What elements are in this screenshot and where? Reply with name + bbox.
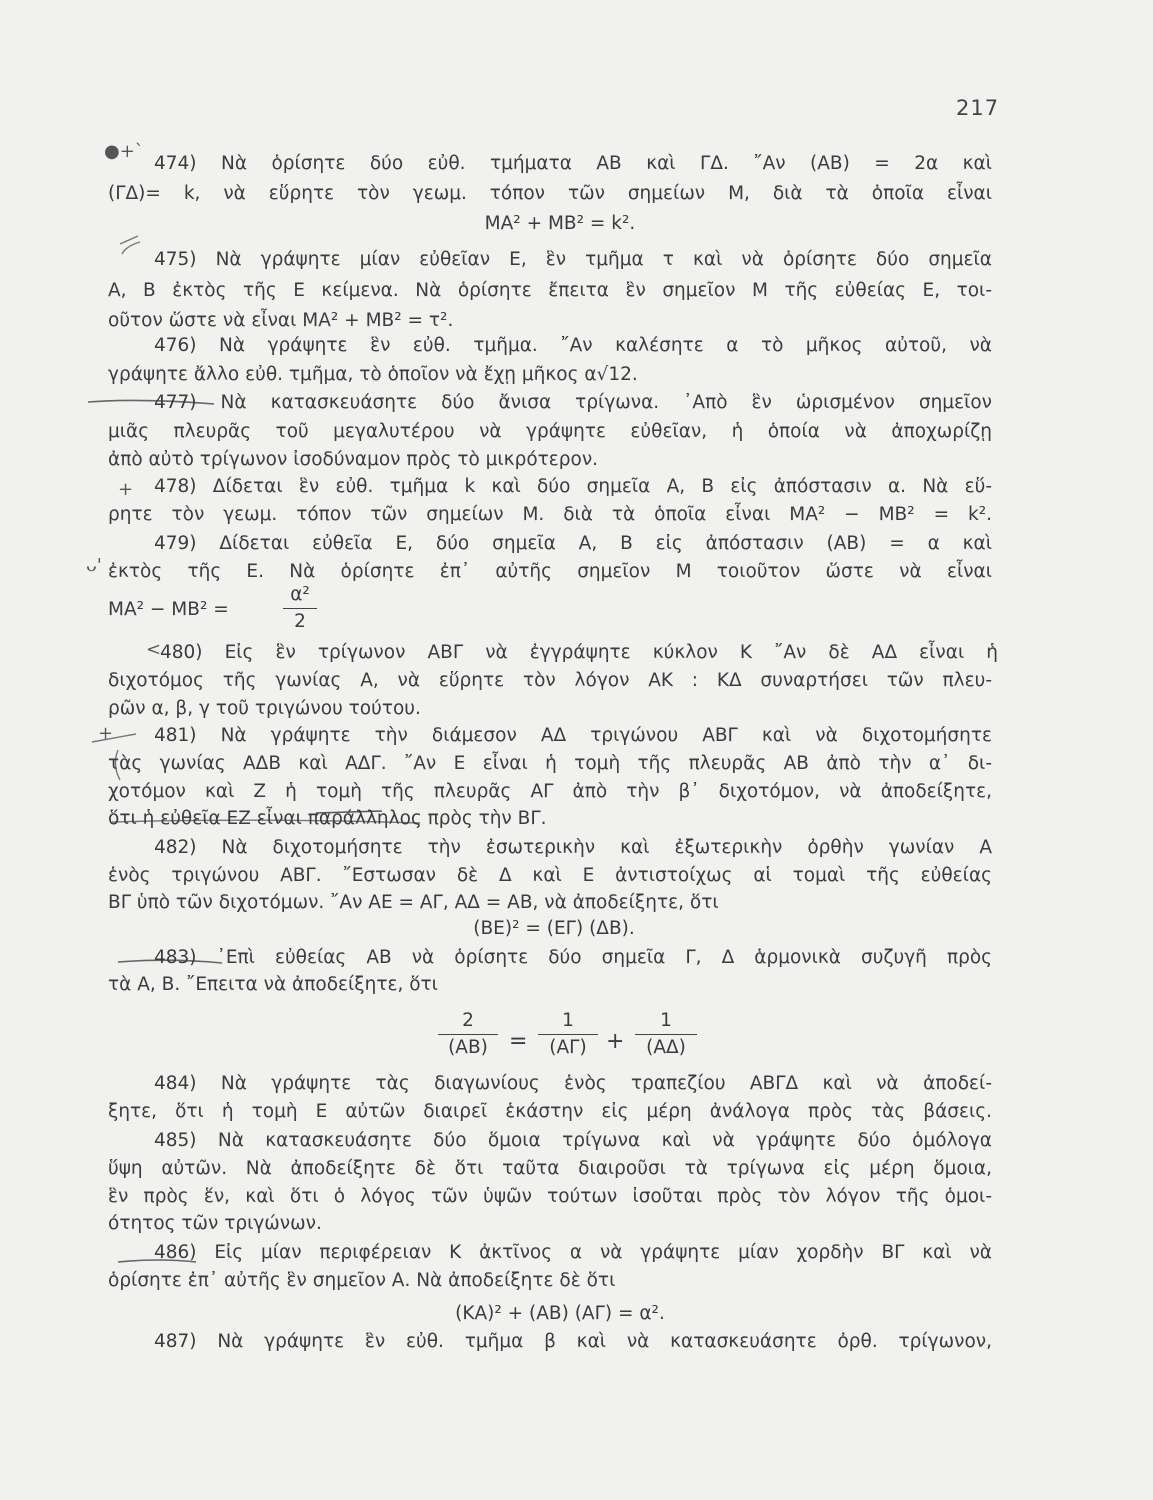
text-line: ΒΓ ὑπὸ τῶν διχοτόμων. ῎Αν ΑΕ = ΑΓ, ΑΔ = ΑΒ, νὰ ἀποδείξητε, ὅτι <box>108 892 719 913</box>
text-line: 483) ᾽Επὶ εὐθείας ΑΒ νὰ ὁρίσητε δύο σημεῖα Γ, Δ ἁρμονικὰ συζυγῆ πρὸς <box>154 947 992 968</box>
text-line: 484) Νὰ γράψητε τὰς διαγωνίους ἑνὸς τραπεζίου ΑΒΓΔ καὶ νὰ ἀποδεί- <box>154 1073 992 1094</box>
text-line: ὕψη αὐτῶν. Νὰ ἀποδείξητε δὲ ὅτι ταῦτα διαιροῦσι τὰ τρίγωνα εἰς μέρη ὅμοια, <box>108 1158 992 1179</box>
fraction-1-over-AG <box>538 1010 598 1059</box>
equation: ΜΑ² + ΜΒ² = k². <box>484 213 636 234</box>
text-line: Α, Β ἐκτὸς τῆς Ε κείμενα. Νὰ ὁρίσητε ἔπειτα ἓν σημεῖον Μ τῆς εὐθείας Ε, τοι- <box>108 280 992 301</box>
margin-note-480: < <box>146 639 162 660</box>
text-line: ὁρίσητε ἐπ᾽ αὐτῆς ἓν σημεῖον Α. Νὰ ἀποδείξητε δὲ ὅτι <box>108 1270 616 1291</box>
margin-note-478: + <box>118 479 134 500</box>
margin-note-481: + <box>98 723 114 744</box>
margin-note-479: ᴗ' <box>86 555 102 576</box>
fraction-denominator: 2 <box>294 611 306 632</box>
fraction-1-over-AD <box>635 1010 697 1059</box>
text-line: διχοτόμος τῆς γωνίας Α, νὰ εὕρητε τὸν λόγον ΑΚ : ΚΔ συναρτήσει τῶν πλευ- <box>108 670 992 691</box>
fraction-denominator: (ΑΓ) <box>549 1037 587 1058</box>
text-line: 478) Δίδεται ἓν εὐθ. τμῆμα k καὶ δύο σημεῖα Α, Β εἰς ἀπόστασιν α. Νὰ εὕ- <box>154 476 992 497</box>
text-line: ξητε, ὅτι ἡ τομὴ Ε αὐτῶν διαιρεῖ ἑκάστην εἰς μέρη ἀνάλογα πρὸς τὰς βάσεις. <box>108 1101 992 1122</box>
equation-left: ΜΑ² − ΜΒ² = <box>108 599 229 620</box>
text-line: μιᾶς πλευρᾶς τοῦ μεγαλυτέρου νὰ γράψητε εὐθεῖαν, ἡ ὁποία νὰ ἀποχωρίζῃ <box>108 421 992 442</box>
fraction-numerator: 2 <box>462 1010 474 1031</box>
fraction-479 <box>283 584 317 633</box>
fraction-bar <box>538 1034 598 1035</box>
text-line: 485) Νὰ κατασκευάσητε δύο ὅμοια τρίγωνα καὶ νὰ γράψητε δύο ὁμόλογα <box>154 1130 992 1151</box>
text-line: ὅτι ἡ εὐθεῖα ΕΖ εἶναι παράλληλος πρὸς τὴν ΒΓ. <box>108 808 547 829</box>
text-line: 479) Δίδεται εὐθεῖα Ε, δύο σημεῖα Α, Β εἰς ἀπόστασιν (ΑΒ) = α καὶ <box>154 533 992 554</box>
fraction-numerator: α² <box>290 584 310 605</box>
text-line: ρητε τὸν γεωμ. τόπον τῶν σημείων Μ. διὰ τὰ ὁποῖα εἶναι ΜΑ² − ΜΒ² = k². <box>108 504 992 525</box>
text-line: 482) Νὰ διχοτομήσητε τὴν ἐσωτερικὴν καὶ ἐξωτερικὴν ὀρθὴν γωνίαν Α <box>154 837 992 858</box>
tick-475 <box>120 236 140 254</box>
text-line: τὰ Α, Β. ῎Επειτα νὰ ἀποδείξητε, ὅτι <box>108 974 438 995</box>
text-line: 477) Νὰ κατασκευάσητε δύο ἄνισα τρίγωνα. ᾽Απὸ ἓν ὡρισμένον σημεῖον <box>154 392 992 413</box>
fraction-bar <box>635 1034 697 1035</box>
text-line: ρῶν α, β, γ τοῦ τριγώνου τούτου. <box>108 698 421 719</box>
fraction-numerator: 1 <box>660 1010 672 1031</box>
text-line: οῦτον ὥστε νὰ εἶναι ΜΑ² + ΜΒ² = τ². <box>108 310 454 331</box>
text-line: 474) Νὰ ὁρίσητε δύο εὐθ. τμήματα ΑΒ καὶ ΓΔ. ῎Αν (ΑΒ) = 2α καὶ <box>154 153 992 174</box>
text-line: (ΓΔ)= k, νὰ εὕρητε τὸν γεωμ. τόπον τῶν σημείων Μ, διὰ τὰ ὁποῖα εἶναι <box>108 183 992 204</box>
text-line: 480) Εἰς ἓν τρίγωνον ΑΒΓ νὰ ἐγγράψητε κύκλον Κ ῎Αν δὲ ΑΔ εἶναι ἡ <box>160 642 998 663</box>
equation: (ΒΕ)² = (ΕΓ) (ΔΒ). <box>473 918 635 939</box>
margin-note-474: ●+` <box>104 141 144 162</box>
fraction-bar <box>283 608 317 609</box>
text-line: ἑνὸς τριγώνου ΑΒΓ. ῎Εστωσαν δὲ Δ καὶ Ε ἀντιστοίχως αἱ τομαὶ τῆς εὐθείας <box>108 865 992 886</box>
text-line: ἀπὸ αὐτὸ τρίγωνον ἰσοδύναμον πρὸς τὸ μικρότερον. <box>108 449 599 470</box>
text-line: τὰς γωνίας ΑΔΒ καὶ ΑΔΓ. ῎Αν Ε εἶναι ἡ τομὴ τῆς πλευρᾶς ΑΒ ἀπὸ τὴν α᾽ δι- <box>108 753 992 774</box>
equals-sign: = <box>509 1029 528 1054</box>
equation: (ΚΑ)² + (ΑΒ) (ΑΓ) = α². <box>455 1303 665 1324</box>
fraction-denominator: (ΑΔ) <box>646 1037 686 1058</box>
text-line: 475) Νὰ γράψητε μίαν εὐθεῖαν Ε, ἓν τμῆμα τ καὶ νὰ ὁρίσητε δύο σημεῖα <box>154 249 992 270</box>
fraction-bar <box>438 1034 498 1035</box>
fraction-numerator: 1 <box>562 1010 574 1031</box>
text-line: 476) Νὰ γράψητε ἓν εὐθ. τμῆμα. ῎Αν καλέσητε α τὸ μῆκος αὐτοῦ, νὰ <box>154 335 992 356</box>
text-line: ἐκτὸς τῆς Ε. Νὰ ὁρίσητε ἐπ᾽ αὐτῆς σημεῖον Μ τοιοῦτον ὥστε νὰ εἶναι <box>108 561 992 582</box>
text-line: 486) Εἰς μίαν περιφέρειαν Κ ἀκτῖνος α νὰ γράψητε μίαν χορδὴν ΒΓ καὶ νὰ <box>154 1242 992 1263</box>
text-line: ότητος τῶν τριγώνων. <box>108 1213 322 1234</box>
plus-sign: + <box>606 1029 625 1054</box>
text-line: 481) Νὰ γράψητε τὴν διάμεσον ΑΔ τριγώνου ΑΒΓ καὶ νὰ διχοτομήσητε <box>154 725 992 746</box>
fraction-2-over-AB <box>438 1010 498 1059</box>
fraction-denominator: (ΑΒ) <box>448 1037 488 1058</box>
text-line: γράψητε ἄλλο εὐθ. τμῆμα, τὸ ὁποῖον νὰ ἔχῃ μῆκος α√12. <box>108 364 638 385</box>
page-number: 217 <box>956 96 1000 120</box>
text-line: 487) Νὰ γράψητε ἓν εὐθ. τμῆμα β καὶ νὰ κατασκευάσητε ὀρθ. τρίγωνον, <box>154 1331 992 1352</box>
text-line: χοτόμον καὶ Ζ ἡ τομὴ τῆς πλευρᾶς ΑΓ ἀπὸ τὴν β᾽ διχοτόμον, νὰ ἀποδείξητε, <box>108 781 992 802</box>
text-line: ἓν πρὸς ἕν, καὶ ὅτι ὁ λόγος τῶν ὑψῶν τούτων ἰσοῦται πρὸς τὸν λόγον τῆς ὁμοι- <box>108 1186 992 1207</box>
